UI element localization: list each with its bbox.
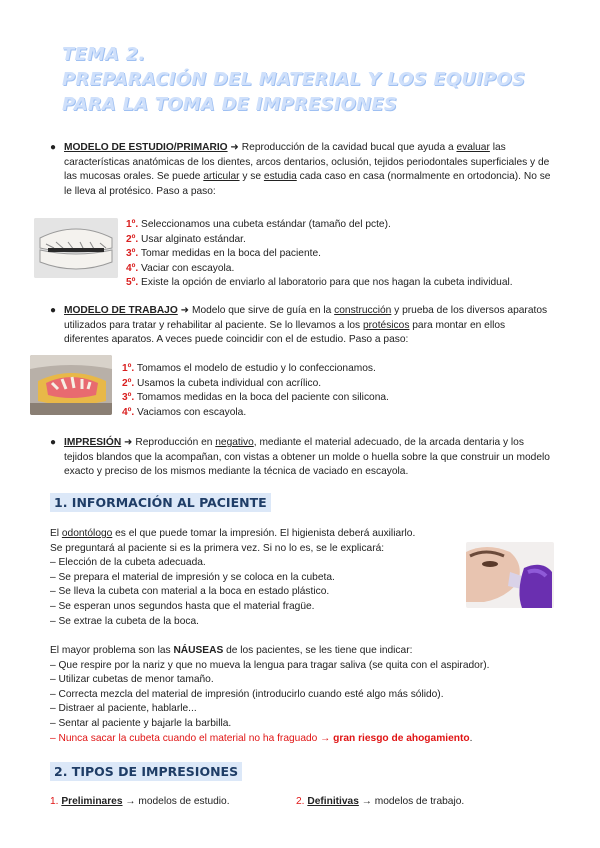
list-item: – Que respire por la nariz y que no mueva la lengua para tragar saliva (se quita con el aspirador). xyxy=(50,659,490,671)
warning-line: – Nunca sacar la cubeta cuando el material no ha fraguado → gran riesgo de ahogamiento. xyxy=(50,732,473,744)
bullet-modelo-estudio: ● MODELO DE ESTUDIO/PRIMARIO ➜ Reproducción de la cavidad bucal que ayuda a evaluar las características anatómicas de los dientes, arcos dentarios, oclusión, tejidos periodontales superficiales y de las mucosas orales. Se puede articular y se estudia cada caso en casa (normalmente en ortodoncia). No se le lleva al protésico. Paso a paso: xyxy=(50,142,551,197)
list-item: – Utilizar cubetas de menor tamaño. xyxy=(50,674,214,686)
photo-working-model xyxy=(30,355,112,415)
step-item: 2º. Usamos la cubeta individual con acrílico. xyxy=(122,377,322,389)
section1-nauseas: El mayor problema son las NÁUSEAS de los pacientes, se les tiene que indicar: – Que respire por la nariz y que no mueva la lengua para tragar saliva (se quita con el aspirador). – Utilizar cubetas de menor tamaño. – Correcta mezcla del material de impresión (introducirlo cuando esté algo más sólido). – Distraer al paciente, hablarle... – Sentar al paciente y bajarle la barbilla. – Nunca sacar la cubeta cuando el material no ha fraguado → gran riesgo de ahogamiento. xyxy=(50,644,550,746)
step-item: 2º. Usar alginato estándar. xyxy=(126,233,246,245)
photo-dental-cast xyxy=(34,218,118,278)
steps-modelo-trabajo xyxy=(122,362,389,420)
photo-impression-patient xyxy=(466,542,554,608)
list-item: – Se esperan unos segundos hasta que el material fragüe. xyxy=(50,600,315,612)
title-line-1: TEMA 2. xyxy=(62,44,146,65)
title-line-3: PARA LA TOMA DE IMPRESIONES xyxy=(62,94,398,115)
impression-type-1: 1. Preliminares → modelos de estudio. xyxy=(50,796,230,807)
section-heading-2: 2. TIPOS DE IMPRESIONES xyxy=(50,762,242,781)
list-item: – Se extrae la cubeta de la boca. xyxy=(50,615,199,627)
step-item: 1º. Tomamos el modelo de estudio y lo confeccionamos. xyxy=(122,363,376,374)
step-item: 4º. Vaciar con escayola. xyxy=(126,262,235,274)
term-modelo-trabajo: MODELO DE TRABAJO xyxy=(64,305,178,316)
steps-modelo-estudio xyxy=(126,218,513,291)
bullet-dot: ● xyxy=(50,437,57,448)
list-item: – Correcta mezcla del material de impresión (introducirlo cuando esté algo más sólido). xyxy=(50,688,444,700)
step-item: 3º. Tomamos medidas en la boca del paciente con silicona. xyxy=(122,392,389,404)
arrow: ➜ xyxy=(124,437,133,448)
arrow: ➜ xyxy=(230,142,239,153)
step-item: 5º. Existe la opción de enviarlo al laboratorio para que nos hagan la cubeta individual. xyxy=(126,277,513,289)
impression-type-2: 2. Definitivas → modelos de trabajo. xyxy=(296,796,465,807)
page-title xyxy=(62,42,562,117)
bullet-dot: ● xyxy=(50,305,57,316)
bullet-modelo-trabajo: ● MODELO DE TRABAJO ➜ Modelo que sirve de guía en la construcción y prueba de los diversos aparatos utilizados para tratar y rehabilitar al paciente. Se lo llevamos a los protésicos para montar en ellos diferentes aparatos. A veces puede coincidir con el de estudio. Paso a paso: xyxy=(50,305,548,346)
list-item: – Se prepara el material de impresión y se coloca en la cubeta. xyxy=(50,571,335,583)
bullet-dot: ● xyxy=(50,142,57,153)
section1-paragraph: El odontólogo es el que puede tomar la impresión. El higienista deberá auxiliarlo. Se preguntará al paciente si es la primera vez. Si no lo es, se le explicará: – Elección de la cubeta adecuada. – Se prepara el material de impresión y se coloca en la cubeta. – Se lleva la cubeta con material a la boca en estado plástico. – Se esperan unos segundos hasta que el material fragüe. – Se extrae la cubeta de la boca. xyxy=(50,527,470,629)
step-item: 1º. Seleccionamos una cubeta estándar (tamaño del pcte). xyxy=(126,219,391,230)
term-modelo-estudio: MODELO DE ESTUDIO/PRIMARIO xyxy=(64,142,228,153)
step-item: 3º. Tomar medidas en la boca del paciente. xyxy=(126,248,321,260)
list-item: – Distraer al paciente, hablarle... xyxy=(50,703,197,715)
list-item: – Sentar al paciente y bajarle la barbilla. xyxy=(50,717,232,729)
section-heading-1: 1. INFORMACIÓN AL PACIENTE xyxy=(50,493,271,512)
bullet-impresion: ● IMPRESIÓN ➜ Reproducción en negativo, mediante el material adecuado, de la arcada dentaria y los tejidos blandos que la acompañan, con vistas a obtener un molde o huella sobre la que construir un modelo exacto y preciso de los mismos mediante la técnica de vaciado en escayola. xyxy=(50,437,550,478)
term-impresion: IMPRESIÓN xyxy=(64,437,122,448)
arrow: ➜ xyxy=(180,305,190,316)
list-item: – Elección de la cubeta adecuada. xyxy=(50,557,206,569)
step-item: 4º. Vaciamos con escayola. xyxy=(122,406,247,418)
list-item: – Se lleva la cubeta con material a la boca en estado plástico. xyxy=(50,586,330,598)
title-line-2: PREPARACIÓN DEL MATERIAL Y LOS EQUIPOS xyxy=(62,69,526,90)
